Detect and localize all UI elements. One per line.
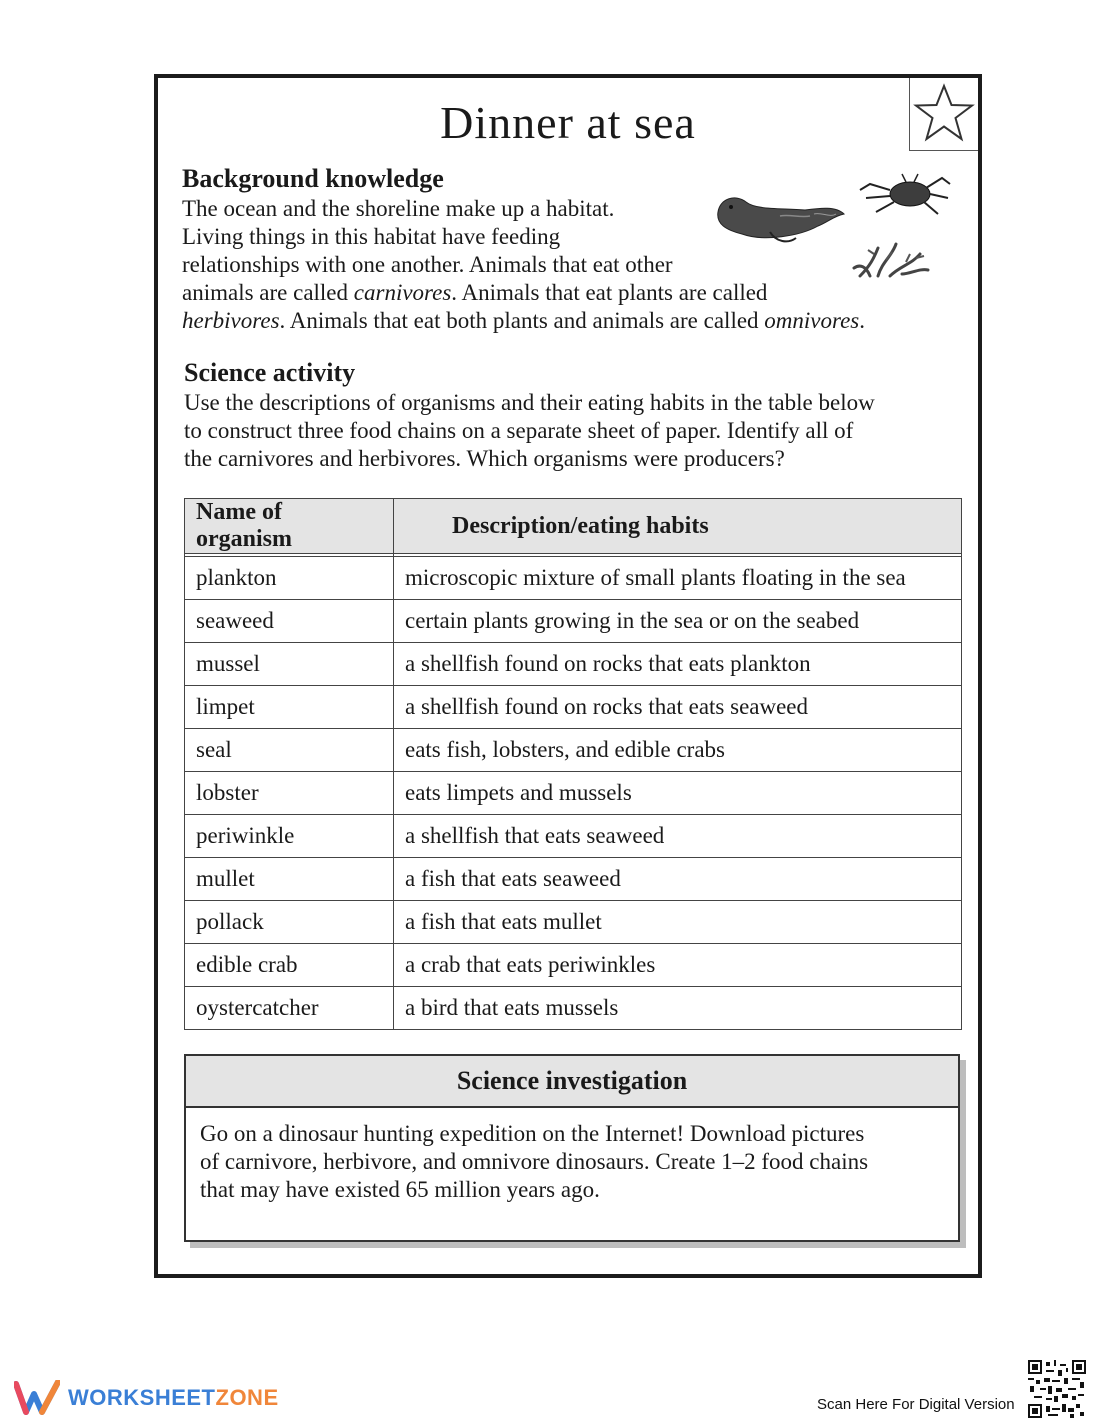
organism-name: seal	[185, 729, 394, 772]
table-row	[185, 729, 962, 772]
header-description: Description/eating habits	[394, 499, 962, 554]
worksheet-frame	[154, 74, 982, 1278]
table-header-row	[185, 499, 962, 554]
organism-description: microscopic mixture of small plants floating in the sea	[394, 557, 962, 600]
organism-name: seaweed	[185, 600, 394, 643]
background-heading: Background knowledge	[182, 164, 444, 193]
organism-description: a bird that eats mussels	[394, 987, 962, 1030]
investigation-heading: Science investigation	[186, 1056, 958, 1108]
organism-description: a crab that eats periwinkles	[394, 944, 962, 987]
page-title: Dinner at sea	[440, 97, 696, 148]
organism-name: periwinkle	[185, 815, 394, 858]
organism-name: edible crab	[185, 944, 394, 987]
organism-name: pollack	[185, 901, 394, 944]
table-row	[185, 686, 962, 729]
organism-description: certain plants growing in the sea or on the seabed	[394, 600, 962, 643]
organism-name: lobster	[185, 772, 394, 815]
background-paragraph: The ocean and the shoreline make up a habitat. Living things in this habitat have feeding relationships with one another. Animals that eat other animals are called carnivores. Animals that eat plants are called herbivores. Animals that eat both plants and animals are called omnivores.	[182, 196, 866, 333]
header-name-of-organism: Name of organism	[185, 499, 394, 554]
activity-heading: Science activity	[184, 358, 356, 387]
organism-name: plankton	[185, 557, 394, 600]
organism-name: mullet	[185, 858, 394, 901]
organism-description: a shellfish found on rocks that eats seaweed	[394, 686, 962, 729]
qr-code-icon[interactable]	[1028, 1360, 1086, 1418]
organism-description: a shellfish found on rocks that eats plankton	[394, 643, 962, 686]
investigation-text: Go on a dinosaur hunting expedition on the Internet! Download pictures of carnivore, herbivore, and omnivore dinosaurs. Create 1–2 food chains that may have existed 65 million years ago.	[200, 1121, 869, 1202]
table-row	[185, 772, 962, 815]
table-row	[185, 901, 962, 944]
organism-description: eats limpets and mussels	[394, 772, 962, 815]
table-row	[185, 858, 962, 901]
w-logo-icon	[14, 1380, 60, 1416]
organism-name: mussel	[185, 643, 394, 686]
seaweed-icon	[854, 244, 928, 276]
organism-description: a fish that eats seaweed	[394, 858, 962, 901]
organism-description: a fish that eats mullet	[394, 901, 962, 944]
organism-table	[184, 498, 962, 1030]
scan-caption: Scan Here For Digital Version	[817, 1396, 1015, 1413]
sea-animal-illustrations	[710, 170, 960, 300]
crab-icon	[860, 174, 950, 214]
organism-name: limpet	[185, 686, 394, 729]
science-investigation-box	[184, 1054, 960, 1242]
table-row	[185, 600, 962, 643]
worksheetzone-logo[interactable]	[14, 1380, 279, 1416]
table-row	[185, 557, 962, 600]
table-row	[185, 815, 962, 858]
table-row	[185, 944, 962, 987]
brand-name: WORKSHEETZONE	[68, 1385, 279, 1410]
table-row	[185, 643, 962, 686]
organism-description: a shellfish that eats seaweed	[394, 815, 962, 858]
table-row	[185, 987, 962, 1030]
seal-icon	[718, 198, 844, 241]
organism-name: oystercatcher	[185, 987, 394, 1030]
organism-description: eats fish, lobsters, and edible crabs	[394, 729, 962, 772]
activity-paragraph: Use the descriptions of organisms and their eating habits in the table below to construct three food chains on a separate sheet of paper. Identify all of the carnivores and herbivores. Which organisms were producers?	[184, 390, 875, 471]
